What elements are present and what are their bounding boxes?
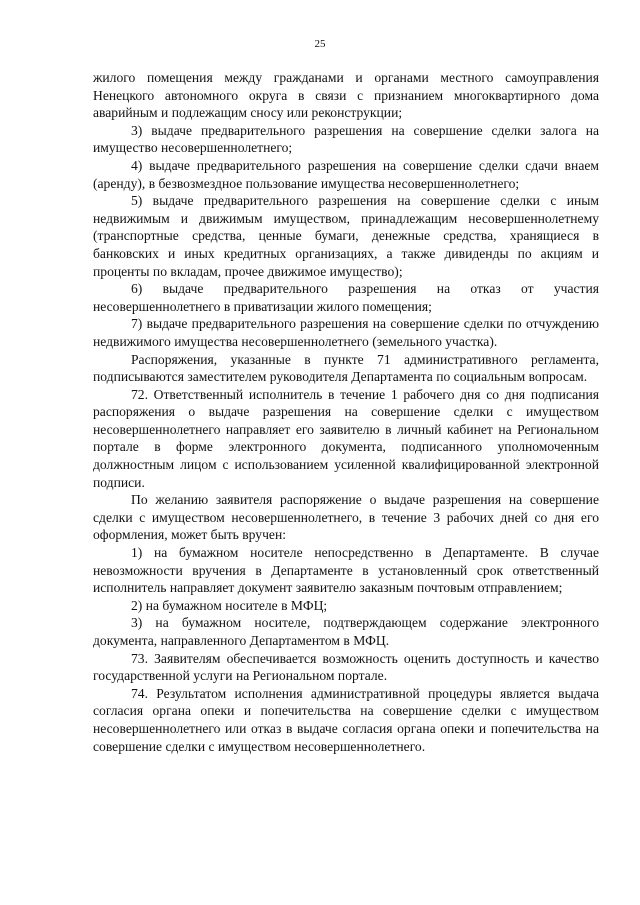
page-number: 25	[314, 38, 326, 50]
paragraph-delivery-1: 1) на бумажном носителе непосредственно в Департаменте. В случае невозможности вручения в Департаменте в установленный срок ответственный исполнитель направляет документ заявителю заказным почтовым отправлением;	[93, 545, 599, 596]
paragraph-delivery-3: 3) на бумажном носителе, подтверждающем содержание электронного документа, направленного Департаментом в МФЦ.	[93, 615, 599, 648]
paragraph-item-3-pledge: 3) выдаче предварительного разрешения на совершение сделки залога на имущество несовершеннолетнего;	[93, 122, 599, 156]
paragraph-item-5-other-property: 5) выдаче предварительного разрешения на совершение сделки с иным недвижимым и движимым имуществом, принадлежащим несовершеннолетнему (транспортные средства, ценные бумаги, денежные средства, хранящиеся в банковских и иных кредитных организациях, а также дивиденды по акциям и проценты по вкладам, прочее движимое имущество);	[93, 193, 599, 279]
paragraph-applicant-request: По желанию заявителя распоряжение о выдаче разрешения на совершение сделки с имуществом несовершеннолетнего, в течение 3 рабочих дней со дня его оформления, может быть вручен:	[93, 492, 599, 543]
paragraph-housing-continuation: жилого помещения между гражданами и органами местного самоуправления Ненецкого автономного округа в связи с признанием многоквартирного дома аварийным и подлежащим сносу или реконструкции;	[93, 70, 599, 121]
paragraph-item-4-lease: 4) выдаче предварительного разрешения на совершение сделки сдачи внаем (аренду), в безвозмездное пользование имущества несовершеннолетнего;	[93, 157, 599, 191]
paragraph-item-7-alienation: 7) выдаче предварительного разрешения на совершение сделки по отчуждению недвижимого имущества несовершеннолетнего (земельного участка).	[93, 316, 599, 349]
paragraph-delivery-2: 2) на бумажном носителе в МФЦ;	[131, 597, 328, 613]
paragraph-orders-signing: Распоряжения, указанные в пункте 71 административного регламента, подписываются заместителем руководителя Департамента по социальным вопросам.	[93, 351, 599, 385]
paragraph-74: 74. Результатом исполнения административной процедуры является выдача согласия органа опеки и попечительства на совершение сделки с имуществом несовершеннолетнего или отказ в выдаче согласия органа опеки и попечительства на совершение сделки с имуществом несовершеннолетнего.	[93, 685, 599, 754]
paragraph-73: 73. Заявителям обеспечивается возможность оценить доступность и качество государственной услуги на Региональном портале.	[93, 650, 599, 684]
paragraph-72: 72. Ответственный исполнитель в течение 1 рабочего дня со дня подписания распоряжения о выдаче разрешения на совершение сделки с имуществом несовершеннолетнего направляет его заявителю в личный кабинет на Региональном портале в форме электронного документа, подписанного уполномоченным должностным лицом с использованием усиленной квалифицированной электронной подписи.	[93, 386, 599, 490]
document-body	[93, 69, 599, 755]
paragraph-item-6-privatization: 6) выдаче предварительного разрешения на отказ от участия несовершеннолетнего в приватизации жилого помещения;	[93, 281, 599, 314]
